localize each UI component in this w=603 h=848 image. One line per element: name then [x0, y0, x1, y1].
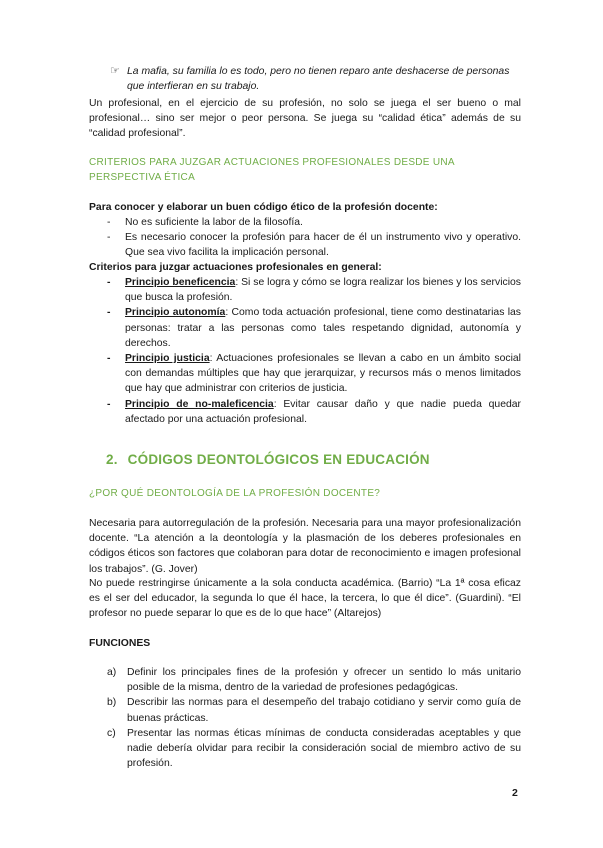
- list-item: - Es necesario conocer la profesión para hacer de él un instrumento vivo y operativo. Que sea vivo facilita la implicación personal.: [107, 232, 521, 259]
- list-item: a) Definir los principales fines de la profesión y ofrecer un sentido lo más unitario posible de la misma, dentro de la variedad de profesiones pedagógicas.: [107, 667, 521, 694]
- principle-term: Principio autonomía: [125, 307, 226, 319]
- funciones-list: [89, 665, 521, 771]
- list-item: - Principio autonomía: Como toda actuación profesional, tiene como destinatarias las personas: tratar a las personas como tales respetando dignidad, autonomía y derechos.: [107, 307, 522, 349]
- criterios-heading: Criterios para juzgar actuaciones profesionales en general:: [89, 262, 382, 273]
- list-item: c) Presentar las normas éticas mínimas de conducta consideradas aceptables y que nadie debería olvidar para recibir la consideración social de miembro activo de su profesión.: [107, 727, 521, 770]
- section-2-heading: [106, 452, 430, 467]
- intro-bullet-text: La mafia, su familia lo es todo, pero no tienen reparo ante deshacerse de personas que interfieran en su trabajo.: [127, 66, 510, 93]
- criterios-list: [89, 275, 521, 427]
- conocer-heading: Para conocer y elaborar un buen código ético de la profesión docente:: [89, 202, 438, 213]
- list-item: - Principio beneficencia: Si se logra y cómo se logra realizar los bienes y los servicios que busca la profesión.: [107, 277, 522, 304]
- por-que-heading: ¿POR QUÉ DEONTOLOGÍA DE LA PROFESIÓN DOCENTE?: [89, 488, 381, 499]
- principle-term: Principio justicia: [125, 353, 210, 365]
- principle-term: Principio de no-maleficencia: [125, 398, 274, 410]
- section-2-number: 2.: [106, 452, 118, 467]
- list-item: - No es suficiente la labor de la filosofía.: [107, 217, 303, 228]
- criterios-section-heading: CRITERIOS PARA JUZGAR ACTUACIONES PROFESIONALES DESDE UNA PERSPECTIVA ÉTICA: [89, 157, 455, 183]
- list-item: - Principio justicia: Actuaciones profesionales se llevan a cabo en un ámbito social con demandas múltiples que hay que jerarquizar, y recursos más o menos limitados que hay que administrar con criterios de justicia.: [107, 353, 521, 395]
- list-item: b) Describir las normas para el desempeño del trabajo cotidiano y servir como guía de buenas prácticas.: [107, 697, 521, 724]
- por-que-paragraph-1: Necesaria para autorregulación de la profesión. Necesaria para una mayor profesionalización docente. “La atención a la deontología y la plasmación de los deberes profesionales en códigos éticos son factores que colaboran para dotar de reconocimiento e imagen profesional los trabajos”. (G. Jover): [89, 518, 521, 575]
- list-item: - Principio de no-maleficencia: Evitar causar daño y que nadie pueda quedar afectado por una actuación profesional.: [107, 398, 521, 425]
- pointing-hand-icon: ☞: [110, 65, 120, 77]
- por-que-paragraph-2: No puede restringirse únicamente a la sola conducta académica. (Barrio) “La 1ª cosa eficaz es el ser del educador, la segunda lo que él hace, la tercera, lo que él dice”. (Guardini). “El profesor no puede separar lo que es de lo que hace” (Altarejos): [89, 578, 521, 620]
- funciones-heading: FUNCIONES: [89, 638, 151, 649]
- section-2-title: CÓDIGOS DEONTOLÓGICOS EN EDUCACIÓN: [127, 452, 430, 467]
- intro-paragraph: Un profesional, en el ejercicio de su profesión, no solo se juega el ser bueno o mal profesional… sino ser mejor o peor persona. Se juega su “calidad ética” además de su “calidad profesional”.: [89, 98, 521, 140]
- principle-term: Principio beneficencia: [125, 277, 236, 288]
- conocer-list: [89, 215, 521, 261]
- page-number: 2: [512, 787, 518, 799]
